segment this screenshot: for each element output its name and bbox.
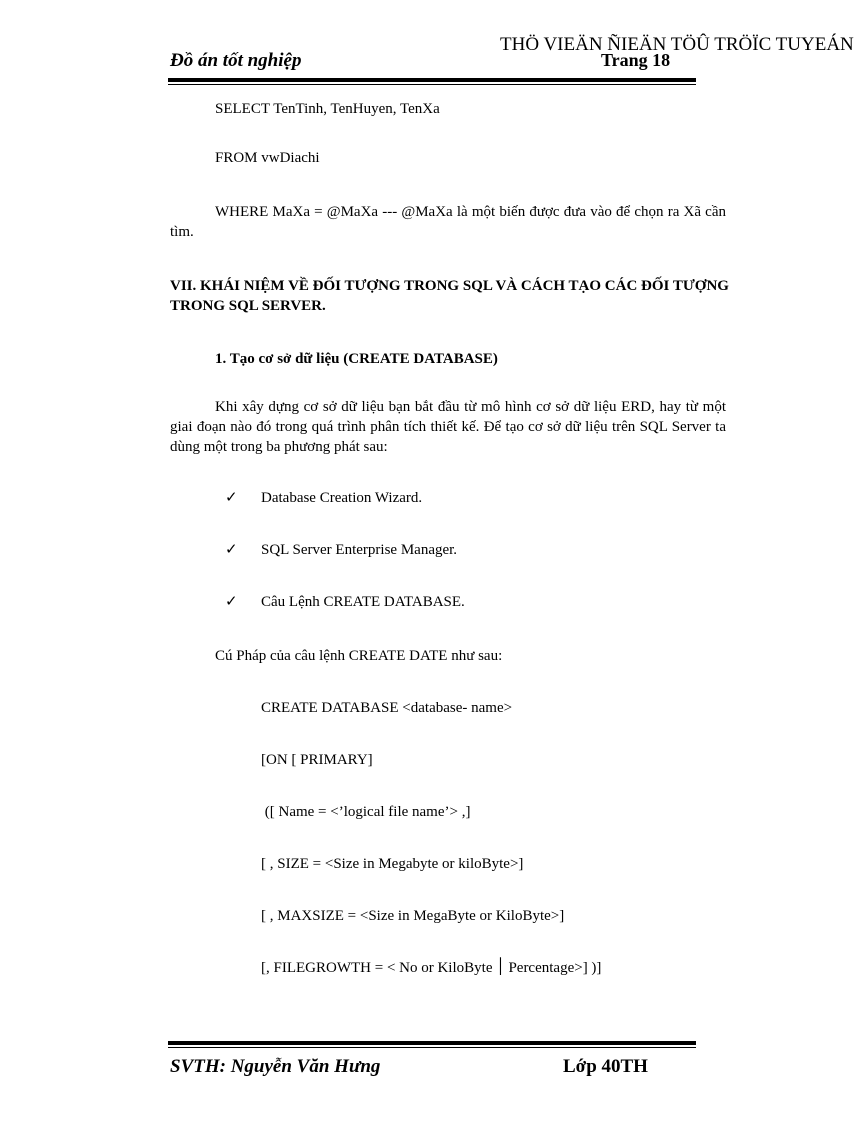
intro-paragraph: Khi xây dựng cơ sở dữ liệu bạn bắt đầu từ mô hình cơ sở dữ liệu ERD, hay từ một giai đoạn nào đó trong quá trình phân tích thiết kế. Để tạo cơ sở dữ liệu trên SQL Server ta dùng một trong ba phương phát sau: bbox=[170, 399, 726, 455]
footer-rule-thick bbox=[168, 1041, 696, 1045]
list-item: Câu Lệnh CREATE DATABASE. bbox=[261, 594, 465, 610]
footer-rule-thin bbox=[168, 1047, 696, 1048]
header-rule-thin bbox=[168, 84, 696, 85]
syntax-line: ([ Name = <’logical file name’> ,] bbox=[261, 804, 471, 820]
watermark-text: THÖ VIEÄN ÑIEÄN TÖÛ TRÖÏC TUYEÁN bbox=[500, 34, 854, 55]
syntax-line: [ , SIZE = <Size in Megabyte or kiloByte>] bbox=[261, 856, 524, 872]
check-icon: ✓ bbox=[225, 594, 238, 610]
check-icon: ✓ bbox=[225, 490, 238, 506]
section-heading: VII. KHÁI NIỆM VỀ ĐỐI TƯỢNG TRONG SQL VÀ CÁCH TẠO CÁC ĐỐI TƯỢNG TRONG SQL SERVER. bbox=[170, 278, 729, 314]
list-item: Database Creation Wizard. bbox=[261, 490, 423, 506]
subheading: 1. Tạo cơ sở dữ liệu (CREATE DATABASE) bbox=[215, 351, 498, 367]
syntax-line: [ON [ PRIMARY] bbox=[261, 752, 373, 768]
header-rule-thick bbox=[168, 78, 696, 82]
syntax-line: [, FILEGROWTH = < No or KiloByte ׀ Percentage>] )] bbox=[261, 960, 602, 976]
sql-select-line: SELECT TenTinh, TenHuyen, TenXa bbox=[215, 101, 440, 117]
syntax-intro: Cú Pháp của câu lệnh CREATE DATE như sau: bbox=[215, 648, 503, 664]
sql-where-paragraph: WHERE MaXa = @MaXa --- @MaXa là một biến được đưa vào để chọn ra Xã cần tìm. bbox=[170, 204, 726, 240]
syntax-line: [ , MAXSIZE = <Size in MegaByte or KiloByte>] bbox=[261, 908, 565, 924]
check-icon: ✓ bbox=[225, 542, 238, 558]
sql-from-line: FROM vwDiachi bbox=[215, 150, 320, 166]
list-item: SQL Server Enterprise Manager. bbox=[261, 542, 458, 558]
footer-author: SVTH: Nguyễn Văn Hưng bbox=[170, 1056, 381, 1077]
footer-class: Lớp 40TH bbox=[563, 1056, 648, 1077]
document-title: Đồ án tốt nghiệp bbox=[170, 50, 302, 71]
page-number: Trang 18 bbox=[601, 50, 671, 70]
syntax-line: CREATE DATABASE <database- name> bbox=[261, 700, 513, 716]
